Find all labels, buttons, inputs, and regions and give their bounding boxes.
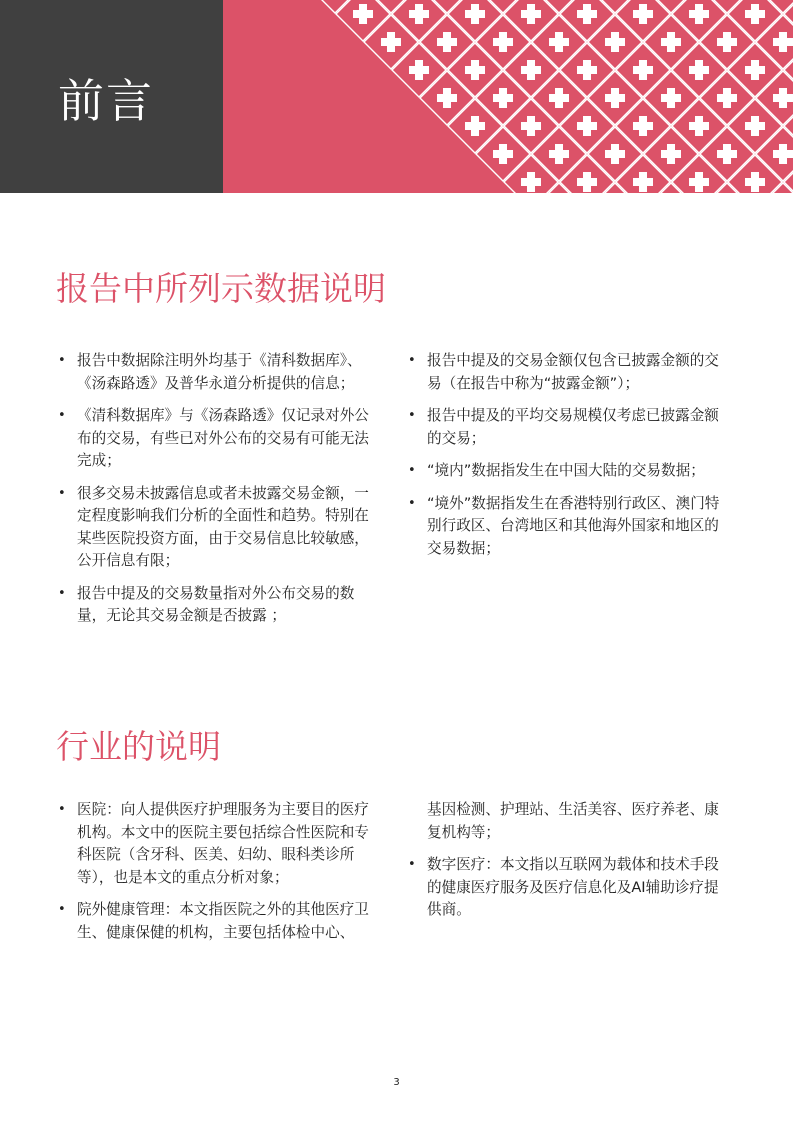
list-item: • “境外”数据指发生在香港特别行政区、澳门特别行政区、台湾地区和其他海外国家和地区的交易数据； [408, 493, 728, 561]
section-title-data-notes: 报告中所列示数据说明 [56, 269, 386, 308]
section1-right-column [408, 350, 728, 570]
list-item: • 报告中提及的交易金额仅包含已披露金额的交易（在报告中称为“披露金额”）； [408, 350, 728, 395]
header-banner [0, 0, 793, 193]
list-item: • 院外健康管理：本文指医院之外的其他医疗卫生、健康保健的机构，主要包括体检中心、 [58, 899, 378, 944]
list-item: • “境内”数据指发生在中国大陆的交易数据； [408, 460, 728, 483]
list-item: • 报告中数据除注明外均基于《清科数据库》、《汤森路透》及普华永道分析提供的信息； [58, 350, 378, 395]
list-item: • 报告中提及的交易数量指对外公布交易的数量，无论其交易金额是否披露 ； [58, 583, 378, 628]
section2-left-column [58, 799, 378, 954]
list-item: • 医院：向人提供医疗护理服务为主要目的医疗机构。本文中的医院主要包括综合性医院和专科医院（含牙科、医美、妇幼、眼科类诊所等），也是本文的重点分析对象； [58, 799, 378, 889]
section1-left-column [58, 350, 378, 638]
page-title: 前言 [58, 74, 154, 128]
list-item: • 数字医疗：本文指以互联网为载体和技术手段的健康医疗服务及医疗信息化及AI辅助诊疗提供商。 [408, 854, 728, 922]
list-item: • 很多交易未披露信息或者未披露交易金额，一定程度影响我们分析的全面性和趋势。特别在某些医院投资方面，由于交易信息比较敏感，公开信息有限； [58, 483, 378, 573]
list-item: • 《清科数据库》与《汤森路透》仅记录对外公布的交易，有些已对外公布的交易有可能无法完成； [58, 405, 378, 473]
list-item: • 报告中提及的平均交易规模仅考虑已披露金额的交易； [408, 405, 728, 450]
page-number: 3 [393, 1077, 400, 1088]
cross-diamond-pattern-icon [223, 0, 793, 193]
section2-right-column [408, 799, 728, 932]
section-title-industry: 行业的说明 [56, 727, 221, 766]
list-item-continuation: 基因检测、护理站、生活美容、医疗养老、康复机构等； [427, 801, 719, 841]
